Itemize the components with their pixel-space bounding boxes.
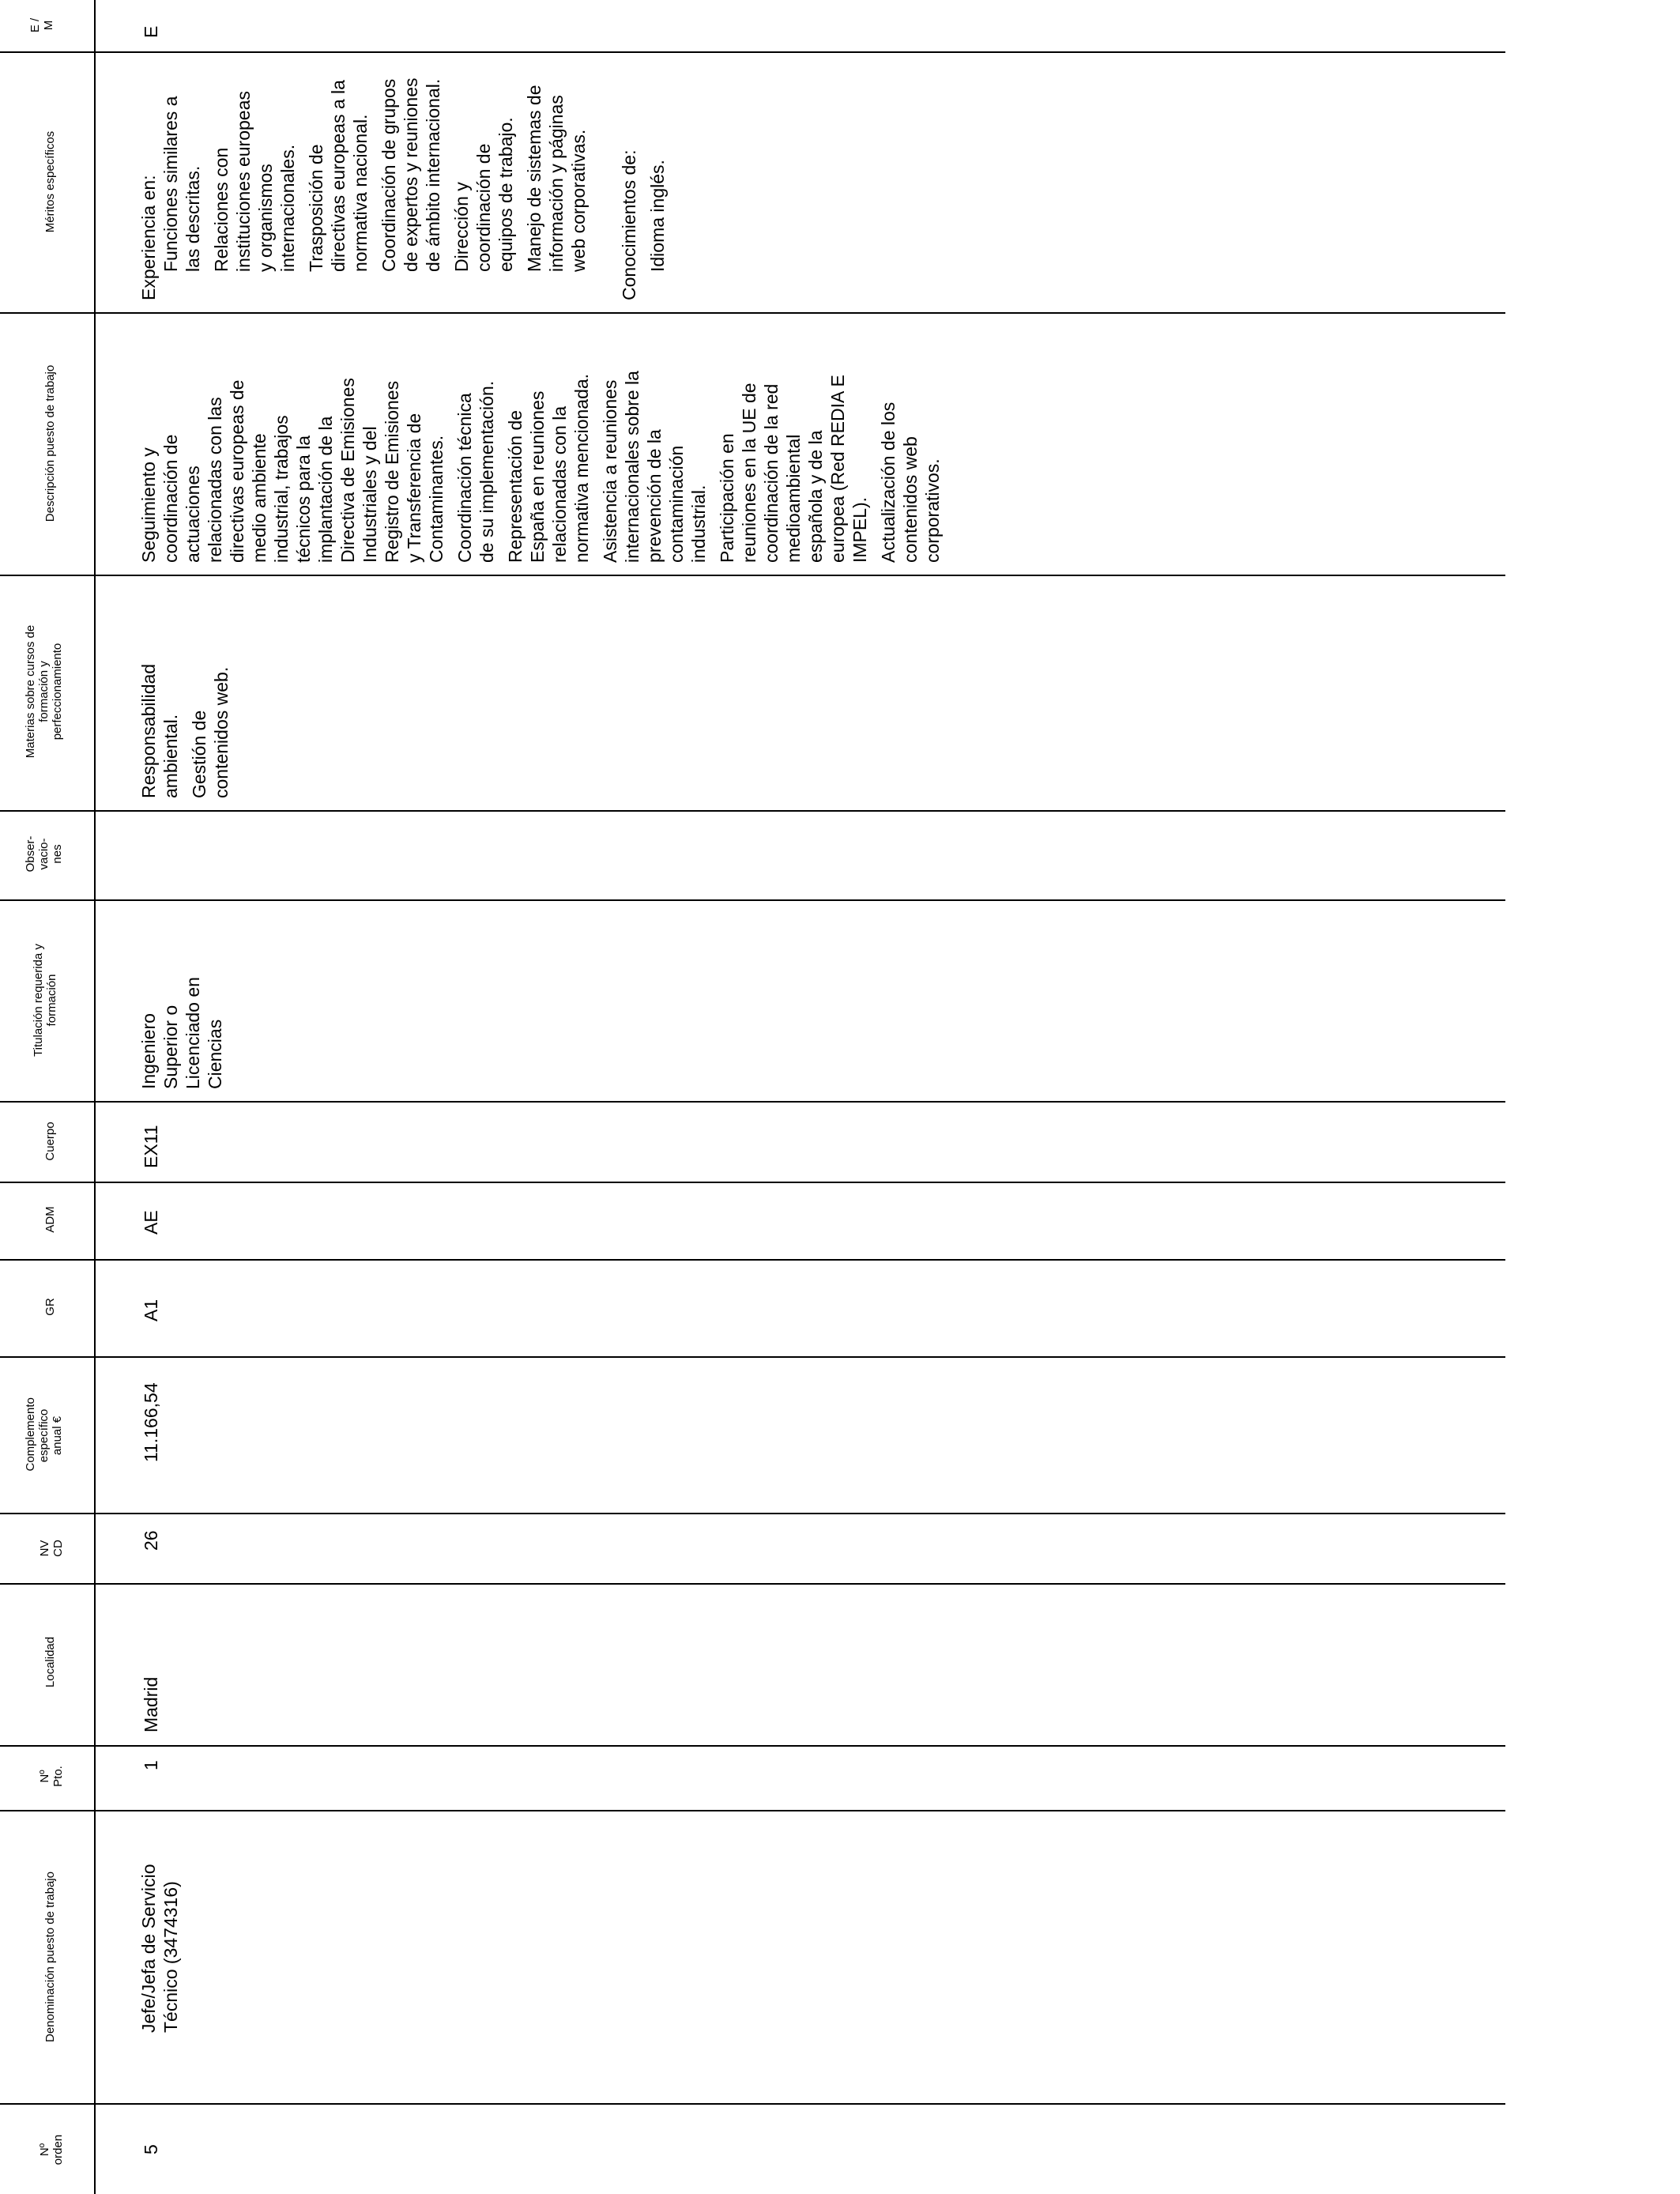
- cell-gr: [140, 1299, 162, 1321]
- cell-localidad-value: Madrid: [141, 1676, 161, 1732]
- row-separator: [0, 899, 1505, 901]
- meritos-experiencia-line: y organismos: [255, 164, 276, 272]
- meritos-experiencia-line: Coordinación de grupos: [379, 78, 399, 272]
- meritos-experiencia-line: Funciones similares a: [160, 96, 181, 272]
- header-npto-label: Nº Pto.: [38, 1766, 65, 1787]
- descripcion-line: y Transferencia de: [404, 413, 424, 563]
- descripcion-paragraph: [599, 371, 710, 563]
- descripcion-line: contenidos web: [900, 436, 921, 563]
- header-adm: [43, 1184, 57, 1255]
- materias-paragraph: [137, 664, 182, 798]
- descripcion-paragraph: [504, 371, 593, 563]
- row-separator: [0, 1101, 1505, 1103]
- materias-line: Gestión de: [189, 710, 209, 798]
- descripcion-paragraph: [137, 371, 447, 563]
- cell-npto: [140, 1760, 162, 1770]
- meritos-experiencia-line: instituciones europeas: [233, 91, 254, 272]
- descripcion-line: directivas europeas de: [227, 379, 247, 563]
- descripcion-line: industrial.: [688, 484, 709, 563]
- header-descripcion-label: Descripción puesto de trabajo: [43, 364, 57, 522]
- header-materias: [24, 577, 64, 806]
- denominacion-line: Técnico (3474316): [160, 1881, 181, 2033]
- header-denominacion: [43, 1815, 57, 2099]
- cell-nvcd-value: 26: [141, 1530, 161, 1551]
- titulacion-line: Ingeniero: [138, 1013, 159, 1089]
- descripcion-paragraph: [454, 371, 498, 563]
- cell-materias: [137, 664, 232, 798]
- descripcion-line: actuaciones: [183, 466, 203, 563]
- descripcion-line: España en reuniones: [527, 390, 548, 563]
- descripcion-line: Registro de Emisiones: [382, 380, 402, 563]
- descripcion-line: internacionales sobre la: [622, 371, 642, 563]
- descripcion-line: relacionadas con las: [205, 397, 225, 563]
- materias-line: ambiental.: [160, 714, 181, 798]
- header-complemento-label: Complemento específico anual €: [24, 1397, 64, 1472]
- meritos-experiencia-paragraph: [523, 78, 590, 273]
- header-orden: [38, 2110, 65, 2189]
- meritos-conocimientos-paragraph: [646, 78, 669, 273]
- header-observaciones-label: Obser- vacio- nes: [24, 835, 64, 873]
- header-gr-label: GR: [43, 1298, 57, 1316]
- header-em: [28, 5, 55, 46]
- meritos-experiencia-line: Trasposición de: [306, 144, 326, 272]
- cell-adm-value: AE: [141, 1210, 161, 1235]
- meritos-conocimientos-line: Idioma inglés.: [647, 160, 668, 272]
- cell-cuerpo-value: EX11: [141, 1125, 161, 1168]
- meritos-experiencia-line: Manejo de sistemas de: [524, 85, 544, 272]
- row-separator: [0, 51, 1505, 53]
- header-nvcd: [38, 1517, 65, 1580]
- header-titulacion-label: Titulación requerida y formación: [32, 944, 58, 1057]
- titulacion-line: Licenciado en: [183, 977, 203, 1089]
- denominacion-line: Jefe/Jefa de Servicio: [138, 1864, 159, 2033]
- descripcion-line: Seguimiento y: [138, 447, 159, 563]
- titulacion-line: Superior o: [160, 1005, 181, 1089]
- meritos-experiencia-line: Relaciones con: [211, 147, 232, 272]
- meritos-experiencia-paragraph: [305, 78, 371, 273]
- descripcion-paragraph: [877, 371, 944, 563]
- descripcion-line: prevención de la: [644, 429, 665, 563]
- row-separator: [0, 2103, 1505, 2105]
- descripcion-line: medio ambiente: [249, 433, 269, 563]
- descripcion-line: española y de la: [805, 430, 826, 563]
- header-localidad-label: Localidad: [43, 1636, 57, 1688]
- descripcion-line: medioambiental: [783, 434, 804, 563]
- meritos-experiencia-line: coordinación de: [473, 143, 494, 272]
- meritos-experiencia-line: web corporativas.: [568, 129, 589, 272]
- descripcion-line: Contaminantes.: [426, 435, 446, 563]
- descripcion-line: Coordinación técnica: [454, 393, 475, 563]
- descripcion-line: de su implementación.: [477, 380, 497, 563]
- meritos-experiencia-line: directivas europeas a la: [328, 80, 348, 272]
- descripcion-line: relacionadas con la: [549, 405, 570, 563]
- descripcion-line: Actualización de los: [878, 401, 898, 563]
- header-cuerpo: [43, 1105, 57, 1178]
- row-separator: [0, 1583, 1505, 1585]
- descripcion-line: IMPEL).: [849, 496, 870, 563]
- descripcion-line: coordinación de: [160, 434, 181, 563]
- materias-line: contenidos web.: [211, 666, 232, 798]
- header-materias-label: Materias sobre cursos de formación y perfeccionamiento: [24, 624, 64, 759]
- header-npto: [38, 1747, 65, 1806]
- meritos-experiencia-paragraph: [378, 78, 444, 273]
- row-separator: [0, 1810, 1505, 1811]
- meritos-conocimientos-list: [646, 78, 669, 273]
- cell-complemento: [140, 1382, 162, 1462]
- cell-em-value: E: [141, 25, 161, 38]
- materias-paragraph: [188, 664, 232, 798]
- meritos-experiencia-paragraph: [450, 78, 517, 273]
- row-separator: [0, 1182, 1505, 1183]
- header-orden-label: Nº orden: [38, 2134, 65, 2166]
- row-separator: [0, 810, 1505, 812]
- descripcion-line: corporativos.: [922, 458, 943, 563]
- descripcion-line: técnicos para la: [293, 435, 314, 563]
- row-separator: [0, 312, 1505, 314]
- cell-npto-value: 1: [141, 1760, 161, 1770]
- cell-meritos: [137, 78, 669, 301]
- header-nvcd-label: NV CD: [38, 1540, 65, 1557]
- descripcion-line: europea (Red REDIA E: [827, 375, 848, 563]
- cell-descripcion: [137, 371, 944, 563]
- meritos-experiencia-line: información y páginas: [546, 95, 567, 272]
- table-left-border: [94, 0, 96, 2194]
- descripcion-line: Industriales y del: [360, 426, 380, 563]
- meritos-experiencia-title: Experiencia en:: [138, 175, 159, 300]
- meritos-experiencia-paragraph: [160, 78, 204, 273]
- titulacion-line: Ciencias: [205, 1019, 225, 1089]
- row-separator: [0, 1259, 1505, 1261]
- meritos-experiencia-line: equipos de trabajo.: [495, 117, 516, 272]
- row-separator: [0, 1745, 1505, 1747]
- descripcion-line: reuniones en la UE de: [739, 383, 759, 563]
- header-em-label: E / M: [28, 17, 55, 33]
- cell-cuerpo: [140, 1125, 162, 1168]
- header-titulacion: [32, 903, 58, 1097]
- header-denominacion-label: Denominación puesto de trabajo: [43, 1872, 57, 2042]
- descripcion-line: contaminación: [666, 445, 687, 563]
- descripcion-line: implantación de la: [315, 416, 336, 563]
- meritos-experiencia-line: normativa nacional.: [350, 114, 371, 272]
- cell-em: [140, 26, 162, 38]
- meritos-experiencia-line: Dirección y: [451, 182, 472, 272]
- cell-localidad: [140, 1677, 162, 1732]
- meritos-experiencia-line: las descritas.: [183, 165, 203, 272]
- meritos-experiencia-line: de ámbito internacional.: [423, 78, 443, 272]
- header-localidad: [43, 1583, 57, 1741]
- header-complemento: [24, 1363, 64, 1509]
- meritos-experiencia-list: [160, 78, 590, 273]
- descripcion-line: normativa mencionada.: [571, 373, 592, 563]
- header-gr: [43, 1261, 57, 1352]
- meritos-experiencia-paragraph: [210, 78, 299, 273]
- cell-denominacion: [137, 1864, 182, 2033]
- descripcion-line: Directiva de Emisiones: [337, 378, 358, 563]
- meritos-conocimientos-title: Conocimientos de:: [619, 149, 639, 300]
- row-separator: [0, 575, 1505, 576]
- cell-complemento-value: 11.166,54: [141, 1382, 161, 1462]
- cell-orden: [140, 2144, 162, 2154]
- cell-orden-value: 5: [141, 2144, 161, 2154]
- meritos-experiencia-line: de expertos y reuniones: [401, 77, 421, 272]
- descripcion-line: industrial, trabajos: [271, 415, 292, 563]
- descripcion-line: coordinación de la red: [761, 383, 782, 563]
- descripcion-paragraph: [716, 371, 871, 563]
- header-cuerpo-label: Cuerpo: [43, 1122, 57, 1161]
- row-separator: [0, 1356, 1505, 1358]
- cell-titulacion: [137, 977, 226, 1089]
- cell-nvcd: [140, 1530, 162, 1551]
- descripcion-line: Asistencia a reuniones: [600, 379, 620, 563]
- row-separator: [0, 1513, 1505, 1514]
- materias-line: Responsabilidad: [138, 663, 159, 798]
- meritos-experiencia-line: internacionales.: [277, 144, 298, 272]
- cell-adm: [140, 1210, 162, 1235]
- header-descripcion: [43, 316, 57, 571]
- descripcion-line: Participación en: [717, 433, 737, 563]
- header-adm-label: ADM: [43, 1206, 57, 1233]
- cell-gr-value: A1: [141, 1299, 161, 1321]
- descripcion-line: Representación de: [505, 409, 525, 563]
- header-meritos-label: Méritos específicos: [43, 130, 57, 233]
- header-meritos: [43, 55, 57, 308]
- header-observaciones: [24, 812, 64, 895]
